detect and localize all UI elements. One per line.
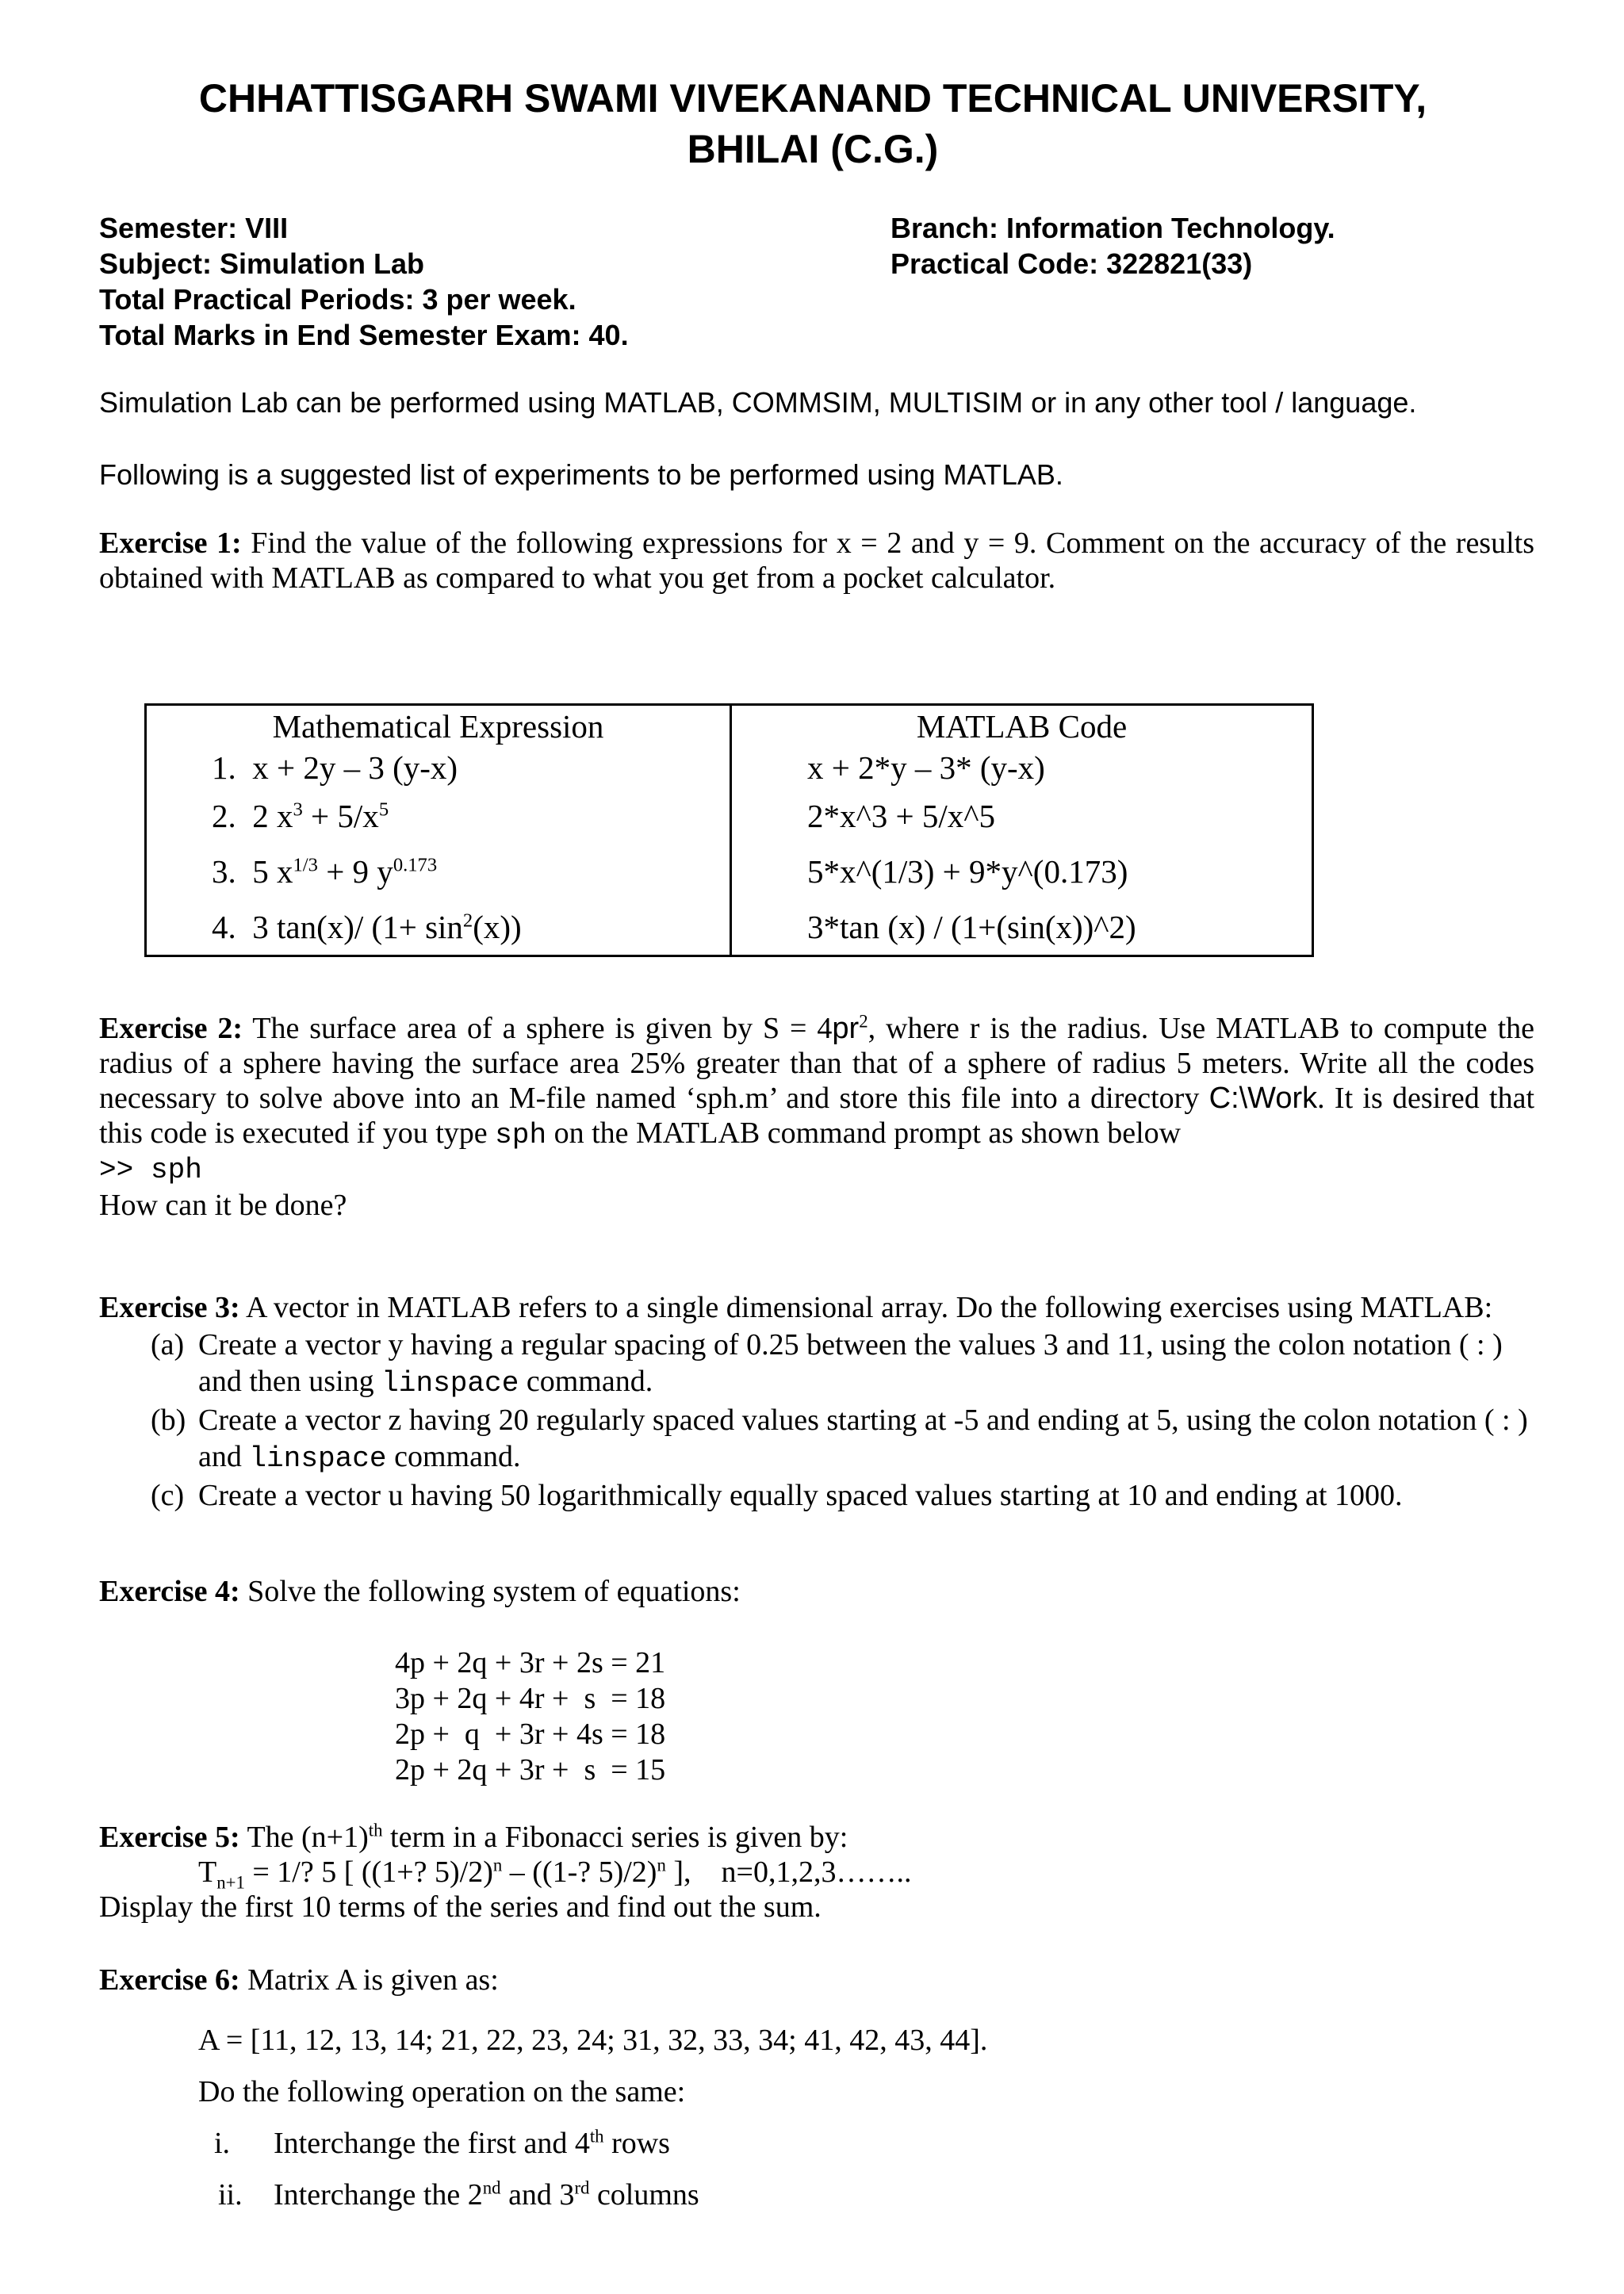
exercise-5-label: Exercise 5: <box>99 1821 240 1854</box>
title-line-2: BHILAI (C.G.) <box>687 127 939 171</box>
expression-2: 2. 2 $x^3 + 5/x^5$ <box>212 798 389 834</box>
item-b-text-2: and <box>198 1440 242 1473</box>
equation-4: 2p + 2q + 3r + s = 15 <box>395 1753 666 1787</box>
item-a-text: Create a vector y having a regular spacing of 0.25 between the values 3 and 11, using the colon notation ( : ) <box>198 1328 1503 1361</box>
exercise-1 <box>99 526 1534 596</box>
operation-i-text-b: rows <box>611 2127 670 2160</box>
meta-left <box>99 210 629 353</box>
operation-ii-text-a: Interchange the 2 <box>274 2178 483 2212</box>
exercise-2-text-d: on the MATLAB command prompt as shown below <box>553 1116 1182 1150</box>
practical-code: Practical Code: 322821(33) <box>891 247 1253 280</box>
subject: Subject: Simulation Lab <box>99 247 425 280</box>
operation-i: i. Interchange the first and 4th rows <box>198 2118 1530 2170</box>
expression-3: 3. 5 $x^{1/3} + 9$ $y^{0.173}$ <box>212 853 438 890</box>
pi-r-glyphs: pr <box>832 1012 860 1045</box>
code-1: x + 2*y – 3* (y-x) <box>807 749 1045 786</box>
exercise-5: Exercise 5: The $(n+1)^{th}$ term in a Fibonacci series is given by: $T_{n+1} = 1/$? 5 [ ((1+? 5)/2)$^n$ – ((1-? 5)/2)$^n$ ], n=0,1,2,3…….. Display the first 10 terms of the series and find out the sum. <box>99 1820 1534 1924</box>
item-c-marker: (c) <box>151 1479 185 1512</box>
exercise-4 <box>99 1574 1534 1609</box>
branch: Branch: Information Technology. <box>891 212 1335 244</box>
linspace-keyword: linspace <box>249 1442 387 1475</box>
item-b-marker: (b) <box>151 1404 186 1437</box>
item-b-text-3: command. <box>394 1440 521 1473</box>
operation-intro: Do the following operation on the same: <box>198 2075 686 2108</box>
directory-path: C:\Work <box>1208 1082 1318 1115</box>
item-b-text: Create a vector z having 20 regularly spaced values starting at -5 and ending at 5, using the colon notation ( : ) <box>198 1404 1528 1437</box>
exercise-3-label: Exercise 3: <box>99 1291 240 1324</box>
expression-4: 4. 3 tan(x)/ $(1+ \sin^2(x))$ <box>212 909 522 945</box>
operation-i-text-a: Interchange the first and 4 <box>274 2127 590 2160</box>
intro-line-1: Simulation Lab can be performed using MATLAB, COMMSIM, MULTISIM or in any other tool / language. <box>99 386 1417 419</box>
equation-system <box>395 1645 665 1788</box>
sph-command: sph <box>495 1119 547 1151</box>
exercise-2-text-a: The surface area of a sphere is given by S = 4 <box>252 1012 833 1045</box>
item-a-text-2: and then using <box>198 1365 374 1398</box>
operation-ii-text-c: columns <box>596 2178 699 2212</box>
expression-1: 1. x + 2y – 3 (y-x) <box>212 749 458 786</box>
matrix-definition: A = [11, 12, 13, 14; 21, 22, 23, 24; 31, 32, 33, 34; 41, 42, 43, 44]. <box>198 2024 988 2057</box>
exercise-5-text-a: The (n+1) <box>247 1821 369 1854</box>
exercise-4-text: Solve the following system of equations: <box>247 1575 741 1608</box>
exercise-5-display: Display the first 10 terms of the series and find out the sum. <box>99 1890 822 1924</box>
exercise-5-text-b: term in a Fibonacci series is given by: <box>390 1821 848 1854</box>
exercise-6-body <box>198 2015 1530 2221</box>
exercise-3 <box>99 1290 1534 1325</box>
item-a-marker: (a) <box>151 1328 185 1361</box>
exercise-2: Exercise 2: The surface area of a sphere is given by $S = 4pr^2$, where r is the radius. Use MATLAB to compute the radius of a sphere having the surface area 25% greater than that of a sphere of radius 5 meters. Write all the codes necessary to solve above into an M-file named ‘sph.m’ and store this file into a directory C:\Work. It is desired that this code is executed if you type sph on the MATLAB command prompt as shown below >> sph How can it be done? <box>99 1011 1535 1222</box>
expression-header: Mathematical Expression <box>272 708 604 745</box>
exercise-2-text-c: . It is desired that this code is executed if you type <box>99 1082 1535 1150</box>
code-2: 2*x^3 + 5/x^5 <box>807 798 995 834</box>
exercise-3-item-a <box>151 1327 1534 1402</box>
code-3: 5*x^(1/3) + 9*y^(0.173) <box>807 853 1128 890</box>
item-c-text: Create a vector u having 50 logarithmically equally spaced values starting at 10 and ending at 1000. <box>198 1479 1403 1512</box>
matlab-code-column <box>731 705 1313 956</box>
matlab-prompt: >> sph <box>99 1154 202 1186</box>
code-4: 3*tan (x) / (1+(sin(x))^2) <box>807 909 1136 945</box>
linspace-keyword: linspace <box>381 1367 519 1400</box>
university-title <box>99 73 1526 174</box>
equation-3: 2p + q + 3r + 4s = 18 <box>395 1718 666 1751</box>
expression-column <box>146 705 731 956</box>
exercise-3-text: A vector in MATLAB refers to a single dimensional array. Do the following exercises using MATLAB: <box>246 1291 1493 1324</box>
total-marks: Total Marks in End Semester Exam: 40. <box>99 319 629 351</box>
exercise-3-item-b <box>151 1402 1534 1477</box>
operation-ii: ii. Interchange the 2nd and 3rd columns <box>198 2170 1530 2221</box>
exercise-2-text-b: , where r is the radius. Use MATLAB to compute the radius of a sphere having the surface area 25% greater than that of a sphere of radius 5 meters. Write all the codes necessary to solve above into an M-file named ‘sph.m’ and store this file into a directory <box>99 1012 1534 1115</box>
operation-i-marker: i. <box>214 2127 231 2160</box>
exercise-1-text: Find the value of the following expressions for x = 2 and y = 9. Comment on the accuracy of the results obtained with MATLAB as compared to what you get from a pocket calculator. <box>99 527 1535 595</box>
exercise-3-items <box>151 1327 1534 1514</box>
fibonacci-formula: $T_{n+1} = 1/$? 5 [ ((1+? 5)/2)$^n$ – ((1-? 5)/2)$^n$ ], n=0,1,2,3…….. <box>198 1855 912 1893</box>
operation-ii-text-b: and 3 <box>508 2178 575 2212</box>
exercise-1-label: Exercise 1: <box>99 527 242 560</box>
exercise-2-label: Exercise 2: <box>99 1012 243 1045</box>
exercise-2-question: How can it be done? <box>99 1189 347 1222</box>
title-line-1: CHHATTISGARH SWAMI VIVEKANAND TECHNICAL UNIVERSITY, <box>198 76 1427 121</box>
operation-ii-marker: ii. <box>218 2178 243 2212</box>
exercise-6-label: Exercise 6: <box>99 1963 240 1997</box>
exercise-3-item-c <box>151 1477 1534 1514</box>
equation-2: 3p + 2q + 4r + s = 18 <box>395 1682 666 1715</box>
exercise-6-text: Matrix A is given as: <box>247 1963 499 1997</box>
formula-range: n=0,1,2,3…….. <box>721 1855 912 1889</box>
meta-right <box>891 210 1335 281</box>
exercise-6 <box>99 1963 1534 1997</box>
equation-1: 4p + 2q + 3r + 2s = 21 <box>395 1646 666 1679</box>
expression-table <box>144 703 1314 957</box>
exercise-4-label: Exercise 4: <box>99 1575 240 1608</box>
intro-line-2: Following is a suggested list of experiments to be performed using MATLAB. <box>99 458 1063 491</box>
item-a-text-3: command. <box>526 1365 653 1398</box>
matlab-code-header: MATLAB Code <box>916 708 1128 745</box>
semester: Semester: VIII <box>99 212 289 244</box>
practical-periods: Total Practical Periods: 3 per week. <box>99 283 576 316</box>
